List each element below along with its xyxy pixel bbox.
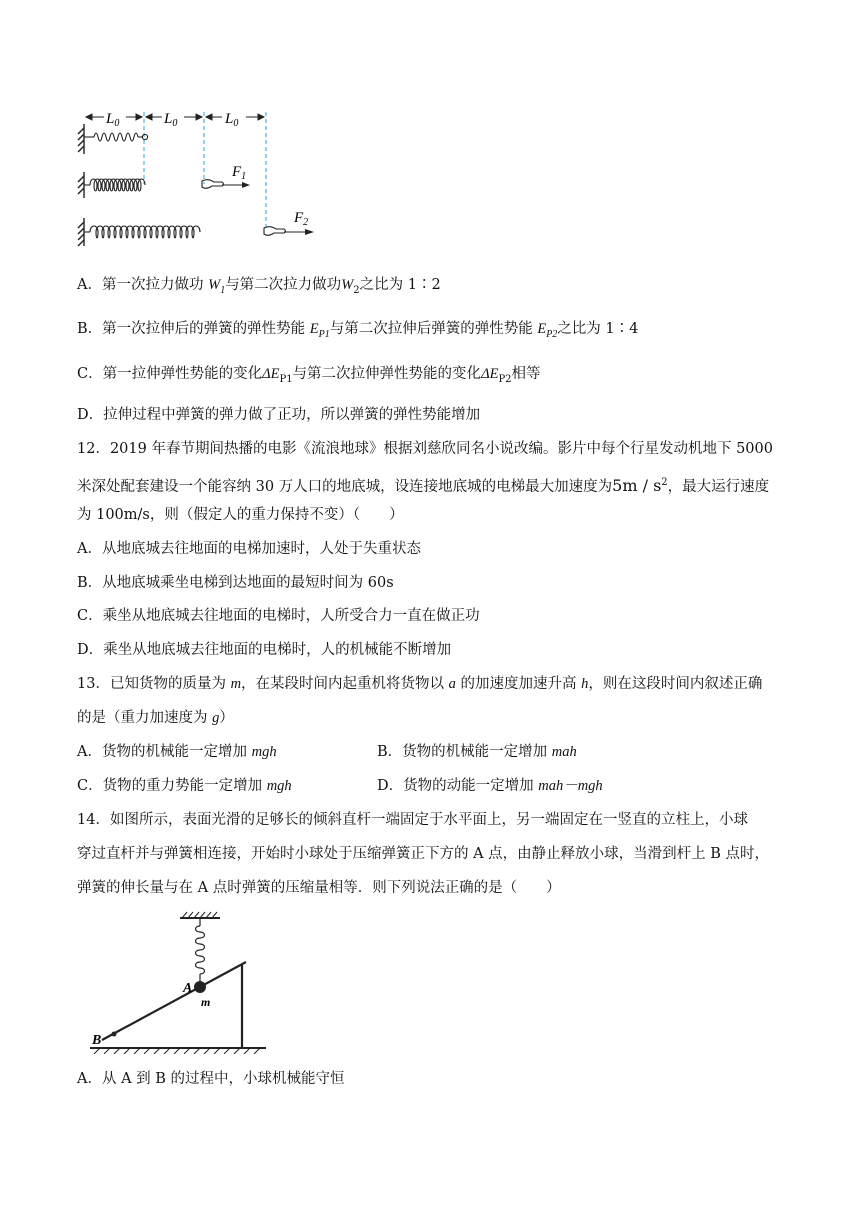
label-L0-3: $L_0$: [225, 111, 239, 129]
q12-stem-line2: 米深处配套建设一个能容纳 30 万人口的地底城，设连接地底城的电梯最大加速度为$5m / s^2$，最大运行速度: [77, 475, 770, 495]
q13-option-b: B．货物的机械能一定增加 mah: [377, 744, 577, 760]
label-m: m: [201, 995, 211, 1009]
q13-stem-line2: 的是（重力加速度为 g）: [77, 710, 234, 726]
label-L0-1: $L_0$: [106, 111, 120, 129]
q14-stem-line3: 弹簧的伸长量与在 A 点时弹簧的压缩量相等．则下列说法正确的是（ ）: [77, 880, 561, 896]
q12-option-a: A．从地底城去往地面的电梯加速时，人处于失重状态: [77, 541, 421, 557]
q14-option-a: A．从 A 到 B 的过程中，小球机械能守恒: [77, 1071, 345, 1087]
q11-option-b: B．第一次拉伸后的弹簧的弹性势能 $E_{P1}$与第二次拉伸后弹簧的弹性势能 $E_{P2}$之比为 1∶4: [77, 321, 639, 340]
label-L0-2: $L_0$: [164, 111, 178, 129]
q11-option-d: D．拉伸过程中弹簧的弹力做了正功，所以弹簧的弹性势能增加: [77, 407, 481, 423]
q14-stem-line1: 14．如图所示，表面光滑的足够长的倾斜直杆一端固定于水平面上，另一端固定在一竖直的立柱上，小球: [77, 812, 748, 828]
q14-stem-line2: 穿过直杆并与弹簧相连接，开始时小球处于压缩弹簧正下方的 A 点，由静止释放小球，当滑到杆上 B 点时，: [77, 846, 770, 862]
q12-stem-line1: 12．2019 年春节期间热播的电影《流浪地球》根据刘慈欣同名小说改编。影片中每个行星发动机地下 5000: [77, 441, 773, 457]
q13-option-a: A．货物的机械能一定增加 mgh: [77, 744, 277, 760]
q12-option-d: D．乘坐从地底城去往地面的电梯时，人的机械能不断增加: [77, 642, 452, 658]
q12-stem-line3: 为 100m/s，则（假定人的重力保持不变）（ ）: [77, 507, 404, 523]
q13-option-d: D．货物的动能一定增加 mah－mgh: [377, 778, 603, 794]
q11-option-c: C．第一拉伸弹性势能的变化$\Delta E_{P1}$与第二次拉伸弹性势能的变化$\Delta E_{P2}$相等: [77, 366, 541, 385]
q12-option-c: C．乘坐从地底城去往地面的电梯时，人所受合力一直在做正功: [77, 608, 480, 624]
q11-option-a: A．第一次拉力做功 $W_1$与第二次拉力做功$W_2$之比为 1∶2: [77, 277, 441, 296]
label-A: A: [183, 981, 193, 996]
q13-stem-line1: 13．已知货物的质量为 m，在某段时间内起重机将货物以 a 的加速度加速升高 h，则在这段时间内叙述正确: [77, 676, 763, 692]
label-B: B: [92, 1033, 102, 1048]
q13-option-c: C．货物的重力势能一定增加 mgh: [77, 778, 292, 794]
spring-stretch-figure: [76, 104, 326, 252]
label-F2: $F_2$: [294, 210, 309, 228]
inclined-rod-figure: [84, 908, 274, 1054]
q12-option-b: B．从地底城乘坐电梯到达地面的最短时间为 60s: [77, 575, 394, 591]
label-F1: $F_1$: [232, 164, 247, 182]
